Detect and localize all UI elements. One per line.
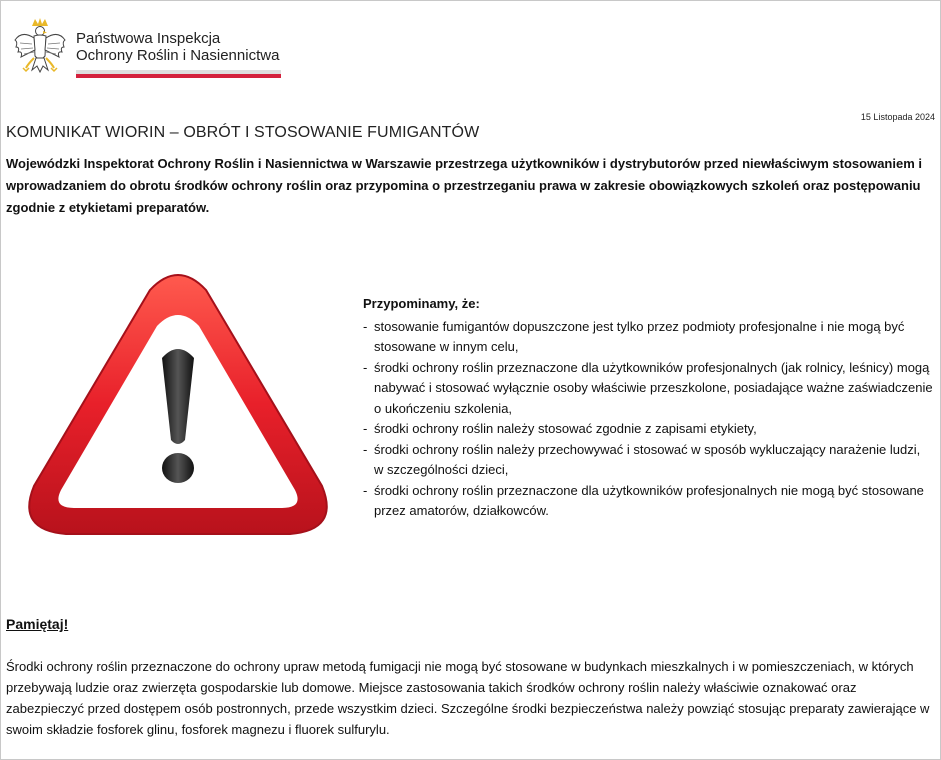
reminders-title: Przypominamy, że: [363, 296, 480, 311]
list-item: - środki ochrony roślin należy przechowywać i stosować w sposób wykluczający narażenie ludzi, w szczególności dzieci, [363, 440, 933, 481]
page-title: KOMUNIKAT WIORIN – OBRÓT I STOSOWANIE FUMIGANTÓW [6, 124, 480, 141]
header [12, 14, 282, 86]
publication-date: 15 Listopada 2024 [860, 112, 935, 122]
intro-paragraph: Wojewódzki Inspektorat Ochrony Roślin i Nasiennictwa w Warszawie przestrzega użytkowników i dystrybutorów przed niewłaściwym stosowaniem i wprowadzaniem do obrotu środków ochrony roślin oraz przypomina o przestrzeganiu prawa w zakresie obowiązkowych szkoleń oraz postępowaniu zgodnie z etykietami preparatów. [6, 156, 922, 215]
eagle-emblem-icon [12, 16, 68, 82]
warning-triangle-icon [22, 268, 334, 544]
remember-heading: Pamiętaj! [6, 616, 69, 632]
list-item: - środki ochrony roślin przeznaczone dla użytkowników profesjonalnych (jak rolnicy, leśnicy) mogą nabywać i stosować wyłącznie osoby właściwie przeszkolone, posiadające ważne zaświadczenie o ukończeniu szkolenia, [363, 358, 933, 420]
org-name-line1: Państwowa Inspekcja [76, 30, 221, 47]
list-item: - stosowanie fumigantów dopuszczone jest tylko przez podmioty profesjonalne i nie mogą być stosowane w innym celu, [363, 317, 933, 358]
list-item: - środki ochrony roślin należy stosować zgodnie z zapisami etykiety, [363, 419, 933, 440]
remember-paragraph: Środki ochrony roślin przeznaczone do ochrony upraw metodą fumigacji nie mogą być stosowane w budynkach mieszkalnych i w pomieszczeniach, w których przebywają ludzie oraz zwierzęta gospodarskie lub domowe. Miejsce zastosowania takich środków ochrony roślin należy właściwie oznakować oraz zabezpieczyć przed dostępem osób postronnych, przede wszystkim dzieci. Szczególne środki bezpieczeństwa należy powziąć stosując preparaty zawierające w swoim składzie fosforek glinu, fosforek magnezu i fluorek sulfurylu. [6, 659, 930, 737]
list-item: - środki ochrony roślin przeznaczone dla użytkowników profesjonalnych nie mogą być stosowane przez amatorów, działkowców. [363, 481, 933, 522]
org-name-line2: Ochrony Roślin i Nasiennictwa [76, 47, 280, 64]
reminders-list [363, 317, 933, 522]
organization-name [76, 30, 279, 64]
reminders-section [363, 294, 933, 522]
flag-stripe-red [76, 74, 281, 78]
